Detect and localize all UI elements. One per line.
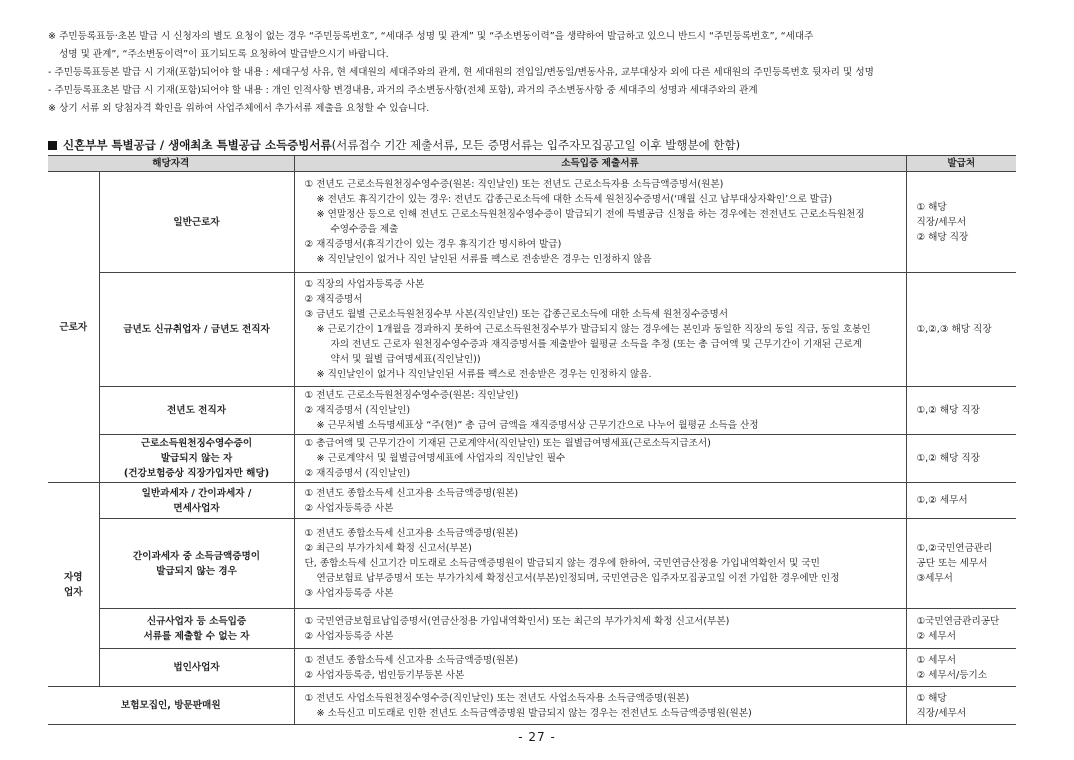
table-row xyxy=(48,687,1016,725)
doc-line: ② 재직증명서 (직인날인) xyxy=(304,468,411,479)
category-worker: 근로자 xyxy=(48,172,99,483)
qualification-line: 신규사업자 등 소득입증 xyxy=(146,615,247,627)
doc-line: ① 전년도 사업소득원천징수영수증(직인날인) 또는 전년도 사업소득자용 소득금액증명(원본) xyxy=(304,692,690,704)
issuer-line: 직장/세무서 xyxy=(916,707,967,719)
doc-line: 약서 및 월별 급여명세표(직인날인)) xyxy=(330,354,481,365)
table-row xyxy=(48,519,1016,609)
documents-cell xyxy=(294,483,906,519)
doc-line: ※ 소득신고 미도래로 인한 전년도 소득금액증명원 발급되지 않는 경우는 전전년도 소득금액증명원(원본) xyxy=(316,707,752,719)
issuer-line: ①,② 해당 직장 xyxy=(916,405,980,416)
qualification-line: 일반근로자 xyxy=(173,216,220,228)
qualification-cell xyxy=(99,519,294,609)
issuer-cell xyxy=(906,172,1016,273)
income-documents-table xyxy=(48,155,1016,725)
table-row xyxy=(48,273,1016,387)
table-row xyxy=(48,649,1016,687)
section-title-bold: 신혼부부 특별공급 / 생애최초 특별공급 소득증빙서류 xyxy=(63,138,332,152)
issuer-line: ② 세무서/등기소 xyxy=(916,669,988,681)
qualification-line: 간이과세자 중 소득금액증명이 xyxy=(132,550,261,562)
qualification-cell xyxy=(99,273,294,387)
note-line: ※ 주민등록표등·초본 발급 시 신청자의 별도 요청이 없는 경우 “주민등록번호”, “세대주 성명 및 관계” 및 “주소변동이력”을 생략하여 발급하고 있으니 반드시 “주민등록번호”, “세대주 xyxy=(48,31,814,42)
category-line: 업자 xyxy=(63,586,83,598)
qualification-line: (건강보험증상 직장가입자만 해당) xyxy=(123,468,270,479)
doc-line: ① 전년도 근로소득원천징수영수증(원본: 직인날인) xyxy=(304,390,519,401)
issuer-line: 직장/세무서 xyxy=(916,216,967,228)
note-line: 성명 및 관계”, “주소변동이력”이 표기되도록 요청하여 발급받으시기 바랍니다. xyxy=(59,49,389,60)
table-row xyxy=(48,387,1016,435)
section-title xyxy=(48,137,740,153)
qualification-cell xyxy=(99,172,294,273)
documents-cell xyxy=(294,387,906,435)
doc-line: ① 직장의 사업자등록증 사본 xyxy=(304,279,425,290)
table-row xyxy=(48,609,1016,649)
issuer-line: ② 세무서 xyxy=(916,630,956,642)
doc-line: ※ 전년도 휴직기간이 있는 경우: 전년도 갑종근로소득에 대한 소득세 원천징수증명서(‘매월 신고 납부대상자확인’으로 발급) xyxy=(316,194,833,205)
table-row xyxy=(48,483,1016,519)
doc-line: ② 재직증명서 (직인날인) xyxy=(304,405,411,416)
doc-line: ① 전년도 종합소득세 신고자용 소득금액증명(원본) xyxy=(304,654,519,666)
doc-line: ① 총급여액 및 근무기간이 기재된 근로계약서(직인날인) 또는 월별급여명세표(근로소득지급조서) xyxy=(304,438,711,449)
qualification-cell xyxy=(99,609,294,649)
documents-cell xyxy=(294,519,906,609)
documents-cell xyxy=(294,172,906,273)
doc-line: ② 사업자등록증, 법인등기부등본 사본 xyxy=(304,669,465,681)
doc-line: ※ 근로계약서 및 월별급여명세표에 사업자의 직인날인 필수 xyxy=(316,453,566,464)
documents-cell xyxy=(294,687,906,725)
issuer-line: 공단 또는 세무서 xyxy=(916,558,988,569)
issuer-cell xyxy=(906,519,1016,609)
doc-line: 단, 종합소득세 신고기간 미도래로 소득금액증명원이 발급되지 않는 경우에 한하여, 국민연금산정용 가입내역확인서 및 국민 xyxy=(304,558,820,569)
issuer-cell xyxy=(906,435,1016,483)
issuer-line: ①,②,③ 해당 직장 xyxy=(916,324,992,335)
issuer-cell xyxy=(906,483,1016,519)
category-self-employed xyxy=(48,483,99,687)
issuer-cell xyxy=(906,273,1016,387)
page-number: - 27 - xyxy=(518,730,556,744)
doc-line: ② 사업자등록증 사본 xyxy=(304,502,394,514)
doc-line: ※ 직인날인이 없거나 직인날인된 서류를 팩스로 전송받은 경우는 인정하지 않음. xyxy=(316,369,652,380)
documents-cell xyxy=(294,609,906,649)
documents-cell xyxy=(294,649,906,687)
qualification-line: 발급되지 않는 자 xyxy=(160,453,233,464)
qualification-line: 금년도 신규취업자 / 금년도 전직자 xyxy=(123,324,270,335)
doc-line: ※ 근무처별 소득명세표상 “주(현)” 총 급여 금액을 재직증명서상 근무기간으로 나누어 월평균 소득을 산정 xyxy=(316,420,759,431)
qualification-cell xyxy=(48,687,294,725)
category-line: 자영 xyxy=(63,571,83,583)
qualification-line: 면세사업자 xyxy=(173,502,220,514)
header-qualification: 해당자격 xyxy=(48,156,294,172)
issuer-line: ①,② 세무서 xyxy=(916,495,968,506)
doc-line: ※ 근로기간이 1개월을 경과하지 못하여 근로소득원천징수부가 발급되지 않는 경우에는 본인과 동일한 직장의 동일 직급, 동일 호봉인 xyxy=(316,324,871,335)
qualification-line: 법인사업자 xyxy=(173,662,220,673)
section-title-note: (서류접수 기간 제출서류, 모든 증명서류는 입주자모집공고일 이후 발행분에 한함) xyxy=(331,138,741,152)
issuer-cell xyxy=(906,387,1016,435)
doc-line: ③ 금년도 월별 근로소득원천징수부 사본(직인날인) 또는 갑종근로소득에 대한 소득세 원천징수증명서 xyxy=(304,309,729,320)
table-row xyxy=(48,435,1016,483)
doc-line: 자의 전년도 근로자 원천징수영수증과 재직증명서를 제출받아 월평균 소득을 추정 (또는 총 급여액 및 근무기간이 기재된 근로계 xyxy=(330,339,862,350)
table-row xyxy=(48,172,1016,273)
note-line: - 주민등록표초본 발급 시 기재(포함)되어야 할 내용 : 개인 인적사항 변경내용, 과거의 주소변동사항(전체 포함), 과거의 주소변동사항 중 세대주의 성명과 세대주와의 관계 xyxy=(48,85,758,96)
issuer-line: ①,② 해당 직장 xyxy=(916,453,980,464)
qualification-cell xyxy=(99,435,294,483)
note-line: - 주민등록표등본 발급 시 기재(포함)되어야 할 내용 : 세대구성 사유, 현 세대원의 세대주와의 관계, 현 세대원의 전입일/변동일/변동사유, 교부대상자 외에 다른 세대원의 주민등록번호 뒷자리 및 성명 xyxy=(48,67,874,78)
issuer-line: ② 해당 직장 xyxy=(916,231,969,243)
qualification-line: 근로소득원천징수영수증이 xyxy=(140,438,253,449)
doc-line: ※ 연말정산 등으로 인해 전년도 근로소득원천징수영수증이 발급되기 전에 특별공급 신청을 하는 경우에는 전전년도 근로소득원천징 xyxy=(316,209,865,220)
issuer-line: ① 해당 xyxy=(916,692,947,704)
qualification-line: 서류를 제출할 수 없는 자 xyxy=(143,630,250,642)
qualification-cell xyxy=(99,649,294,687)
qualification-cell xyxy=(99,387,294,435)
documents-cell xyxy=(294,435,906,483)
header-issuer: 발급처 xyxy=(906,156,1016,172)
qualification-line: 발급되지 않는 경우 xyxy=(156,565,237,577)
qualification-line: 전년도 전직자 xyxy=(167,405,226,416)
header-documents: 소득입증 제출서류 xyxy=(294,156,906,172)
note-line: ※ 상기 서류 외 당첨자격 확인을 위하여 사업주체에서 추가서류 제출을 요청할 수 있습니다. xyxy=(48,103,430,114)
doc-line: 수영수증을 제출 xyxy=(330,224,399,235)
doc-line: ② 재직증명서(휴직기간이 있는 경우 휴직기간 명시하여 발급) xyxy=(304,239,562,250)
doc-line: ② 재직증명서 xyxy=(304,294,363,305)
qualification-line: 일반과세자 / 간이과세자 / xyxy=(141,487,252,499)
issuer-line: ③세무서 xyxy=(916,573,953,584)
issuer-line: ①,②국민연금관리 xyxy=(916,543,993,554)
qualification-cell xyxy=(99,483,294,519)
issuer-cell xyxy=(906,687,1016,725)
square-bullet-icon xyxy=(48,141,57,150)
doc-line: ① 국민연금보험료납입증명서(연금산정용 가입내역확인서) 또는 최근의 부가가치세 확정 신고서(부본) xyxy=(304,615,730,627)
documents-cell xyxy=(294,273,906,387)
doc-line: ① 전년도 종합소득세 신고자용 소득금액증명(원본) xyxy=(304,487,519,499)
doc-line: 연금보험료 납부증명서 또는 부가가치세 확정신고서(부본)인정되며, 국민연금은 입주자모집공고일 이전 가입한 경우에만 인정 xyxy=(316,573,840,584)
doc-line: ① 전년도 종합소득세 신고자용 소득금액증명(원본) xyxy=(304,528,519,539)
issuer-line: ① 해당 xyxy=(916,201,947,213)
issuer-cell xyxy=(906,649,1016,687)
issuer-line: ① 세무서 xyxy=(916,654,956,666)
issuer-line: ①국민연금관리공단 xyxy=(916,615,1000,627)
notes-block xyxy=(48,28,1038,118)
issuer-cell xyxy=(906,609,1016,649)
qualification-line: 보험모집인, 방문판매원 xyxy=(120,700,221,711)
doc-line: ② 사업자등록증 사본 xyxy=(304,630,394,642)
table-header-row xyxy=(48,156,1016,172)
doc-line: ※ 직인날인이 없거나 직인 날인된 서류를 팩스로 전송받은 경우는 인정하지 않음 xyxy=(316,254,652,265)
doc-line: ③ 사업자등록증 사본 xyxy=(304,588,394,599)
doc-line: ② 최근의 부가가치세 확정 신고서(부본) xyxy=(304,543,472,554)
doc-line: ① 전년도 근로소득원천징수영수증(원본: 직인날인) 또는 전년도 근로소득자용 소득금액증명서(원본) xyxy=(304,179,724,190)
